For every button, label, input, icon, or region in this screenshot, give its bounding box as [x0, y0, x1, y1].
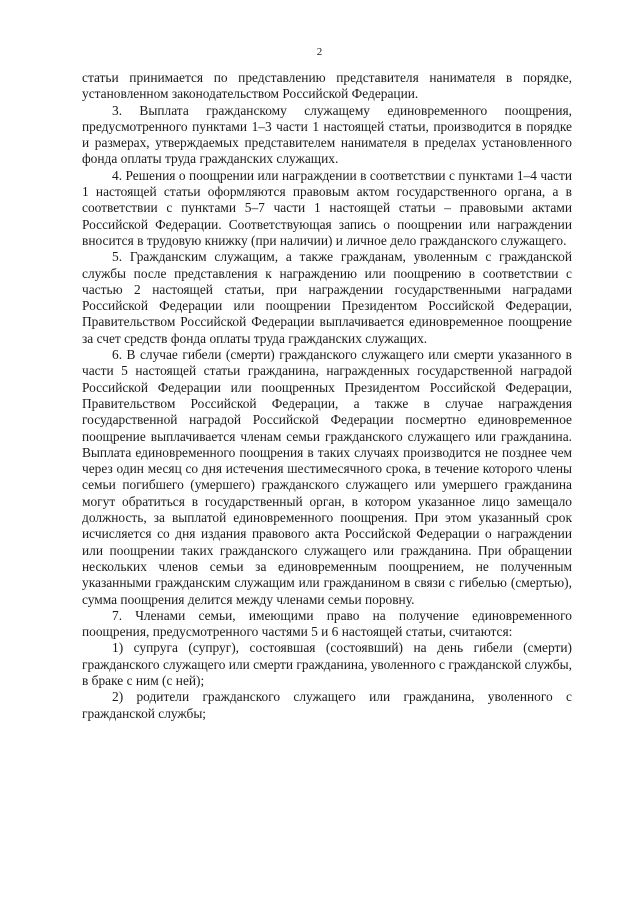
document-body [82, 70, 572, 722]
paragraph-part-3: 3. Выплата гражданскому служащему единовременного поощрения, предусмотренного пунктами 1–3 части 1 настоящей статьи, производится в порядке и размерах, утверждаемых представителем нанимателя в пределах установленного фонда оплаты труда гражданских служащих. [82, 102, 572, 167]
page-number: 2 [316, 46, 323, 58]
paragraph-continuation: статьи принимается по представлению представителя нанимателя в порядке, установленном законодательством Российской Федерации. [82, 70, 572, 102]
paragraph-part-6: 6. В случае гибели (смерти) гражданского служащего или смерти указанного в части 5 настоящей статьи гражданина, награжденных государственной наградой Российской Федерации или поощренных Президентом Российской Федерации, Правительством Российской Федерации, а также в случае награждения государственной наградой Российской Федерации посмертно единовременное поощрение выплачивается членам семьи гражданского служащего или гражданина. Выплата единовременного поощрения в таких случаях производится не позднее чем через один месяц со дня истечения шестимесячного срока, в течение которого члены семьи погибшего (умершего) гражданского служащего или умершего гражданина могут обратиться в государственный орган, в котором указанное лицо замещало должность, за выплатой единовременного поощрения. При этом указанный срок исчисляется со дня издания правового акта Российской Федерации о награждении или поощрении таких гражданского служащего или гражданина. При обращении нескольких членов семьи за единовременным поощрением, не полученным указанными гражданским служащим или гражданином в связи с гибелью (смертью), сумма поощрения делится между членами семьи поровну. [82, 347, 572, 607]
paragraph-part-5: 5. Гражданским служащим, а также гражданам, уволенным с гражданской службы после представления к награждению или поощрению в соответствии с частью 2 настоящей статьи, при награждении государственными наградами Российской Федерации или поощрении Президентом Российской Федерации, Правительством Российской Федерации выплачивается единовременное поощрение за счет средств фонда оплаты труда гражданских служащих. [82, 249, 572, 346]
paragraph-item-2: 2) родители гражданского служащего или гражданина, уволенного с гражданской службы; [82, 689, 572, 721]
paragraph-part-4: 4. Решения о поощрении или награждении в соответствии с пунктами 1–4 части 1 настоящей статьи оформляются правовым актом государственного органа, а в соответствии с пунктами 5–7 части 1 настоящей статьи – правовыми актами Российской Федерации. Соответствующая запись о поощрении или награждении вносится в трудовую книжку (при наличии) и личное дело гражданского служащего. [82, 167, 572, 248]
paragraph-item-1: 1) супруга (супруг), состоявшая (состоявший) на день гибели (смерти) гражданского служащего или смерти гражданина, уволенного с гражданской службы, в браке с ним (с ней); [82, 640, 572, 688]
paragraph-part-7: 7. Членами семьи, имеющими право на получение единовременного поощрения, предусмотренного частями 5 и 6 настоящей статьи, считаются: [82, 607, 572, 640]
